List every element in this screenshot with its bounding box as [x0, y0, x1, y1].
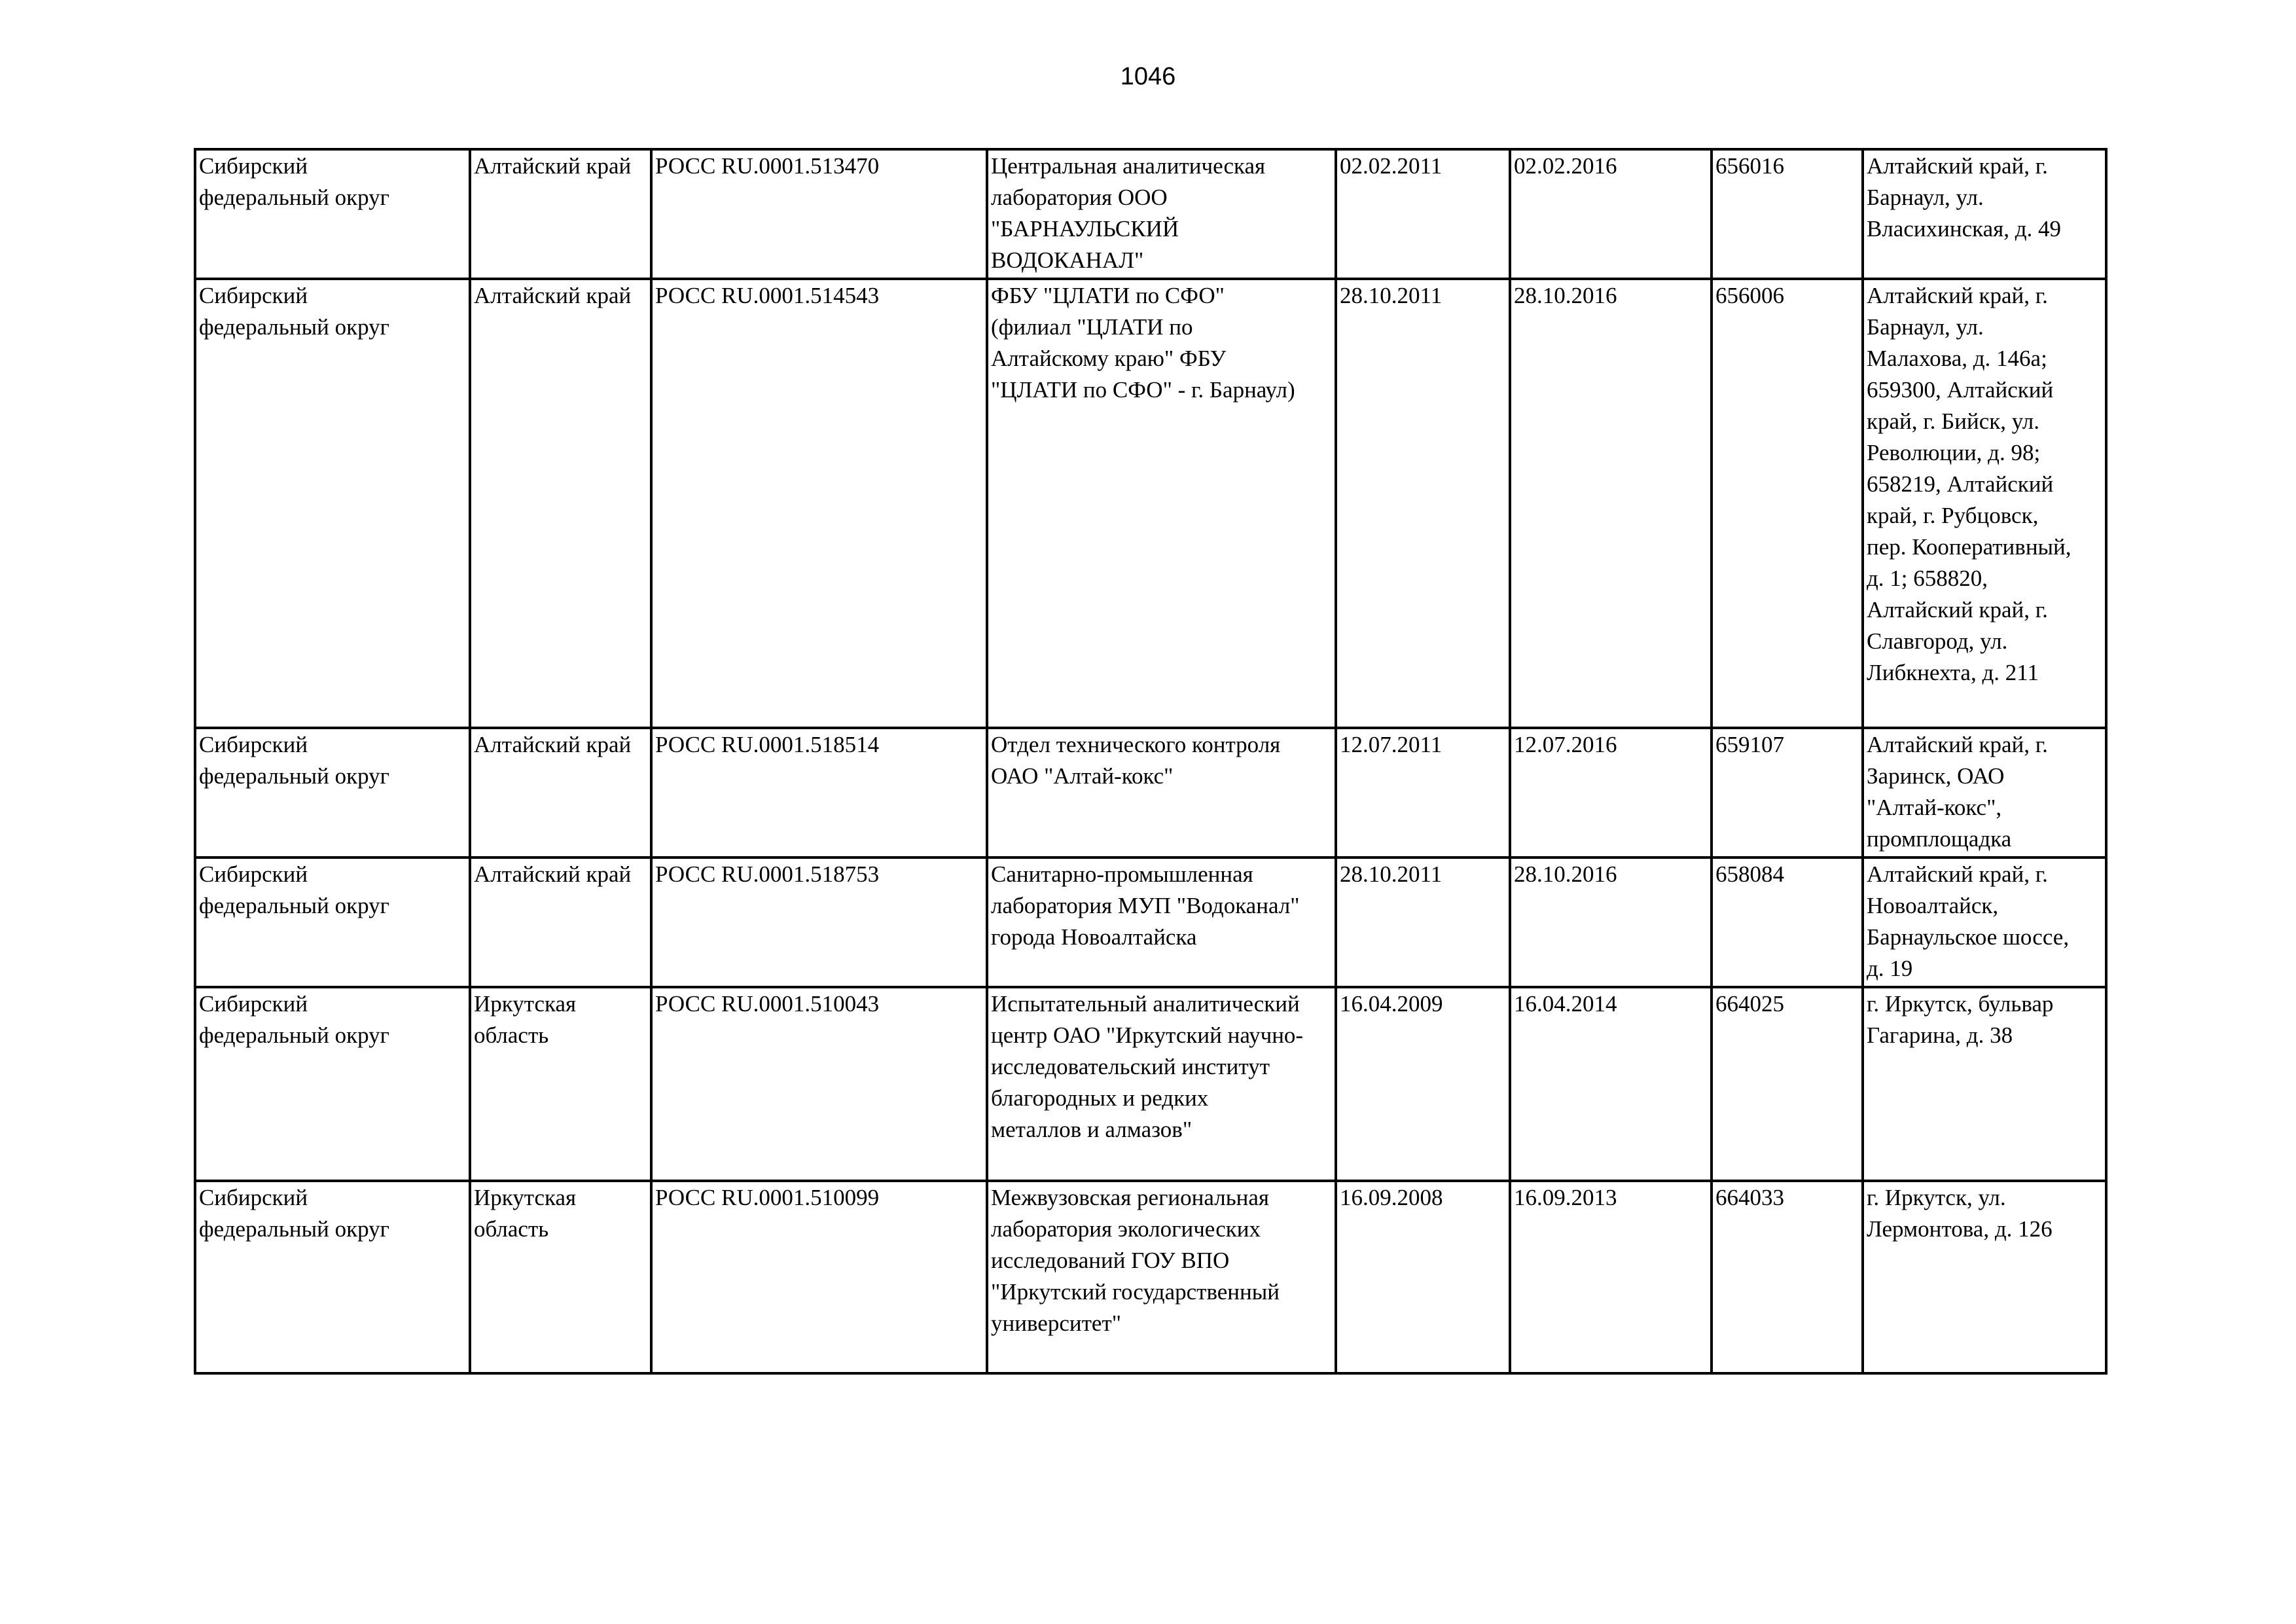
date-to-cell: 16.09.2013 [1510, 1181, 1712, 1373]
organization-cell: Отдел технического контроля ОАО "Алтай-кокс" [987, 728, 1336, 857]
certificate-cell: РОСС RU.0001.518753 [651, 857, 987, 987]
organization-cell: Испытательный аналитический центр ОАО "Иркутский научно- исследовательский институт благородных и редких металлов и алмазов" [987, 987, 1336, 1181]
postal-index-cell: 664033 [1712, 1181, 1863, 1373]
date-to-cell: 16.04.2014 [1510, 987, 1712, 1181]
certificate-cell: РОСС RU.0001.510043 [651, 987, 987, 1181]
certificate-cell: РОСС RU.0001.513470 [651, 149, 987, 279]
region-cell: Алтайский край [470, 857, 651, 987]
address-cell: г. Иркутск, бульвар Гагарина, д. 38 [1863, 987, 2106, 1181]
date-from-cell: 28.10.2011 [1336, 857, 1510, 987]
postal-index-cell: 664025 [1712, 987, 1863, 1181]
certificate-cell: РОСС RU.0001.518514 [651, 728, 987, 857]
table-row [195, 987, 2106, 1181]
district-cell: Сибирский федеральный округ [195, 1181, 470, 1373]
table-row [195, 149, 2106, 279]
date-to-cell: 28.10.2016 [1510, 857, 1712, 987]
date-from-cell: 02.02.2011 [1336, 149, 1510, 279]
table-row [195, 728, 2106, 857]
certificate-cell: РОСС RU.0001.510099 [651, 1181, 987, 1373]
certificate-cell: РОСС RU.0001.514543 [651, 279, 987, 728]
postal-index-cell: 658084 [1712, 857, 1863, 987]
address-cell: Алтайский край, г. Новоалтайск, Барнаульское шоссе, д. 19 [1863, 857, 2106, 987]
postal-index-cell: 656006 [1712, 279, 1863, 728]
organization-cell: Межвузовская региональная лаборатория экологических исследований ГОУ ВПО "Иркутский государственный университет" [987, 1181, 1336, 1373]
date-from-cell: 16.04.2009 [1336, 987, 1510, 1181]
district-cell: Сибирский федеральный округ [195, 149, 470, 279]
address-cell: Алтайский край, г. Барнаул, ул. Власихинская, д. 49 [1863, 149, 2106, 279]
date-to-cell: 02.02.2016 [1510, 149, 1712, 279]
table-row [195, 1181, 2106, 1373]
district-cell: Сибирский федеральный округ [195, 987, 470, 1181]
organization-cell: Центральная аналитическая лаборатория ООО "БАРНАУЛЬСКИЙ ВОДОКАНАЛ" [987, 149, 1336, 279]
laboratory-registry-table [194, 148, 2108, 1375]
table-row [195, 857, 2106, 987]
table-row [195, 279, 2106, 728]
date-from-cell: 28.10.2011 [1336, 279, 1510, 728]
region-cell: Иркутская область [470, 987, 651, 1181]
region-cell: Алтайский край [470, 279, 651, 728]
date-from-cell: 16.09.2008 [1336, 1181, 1510, 1373]
region-cell: Иркутская область [470, 1181, 651, 1373]
organization-cell: ФБУ "ЦЛАТИ по СФО" (филиал "ЦЛАТИ по Алтайскому краю" ФБУ "ЦЛАТИ по СФО" - г. Барнаул) [987, 279, 1336, 728]
postal-index-cell: 659107 [1712, 728, 1863, 857]
postal-index-cell: 656016 [1712, 149, 1863, 279]
district-cell: Сибирский федеральный округ [195, 728, 470, 857]
date-from-cell: 12.07.2011 [1336, 728, 1510, 857]
address-cell: Алтайский край, г. Барнаул, ул. Малахова, д. 146а; 659300, Алтайский край, г. Бийск, ул. Революции, д. 98; 658219, Алтайский край, г. Рубцовск, пер. Кооперативный, д. 1; 658820, Алтайский край, г. Славгород, ул. Либкнехта, д. 211 [1863, 279, 2106, 728]
address-cell: г. Иркутск, ул. Лермонтова, д. 126 [1863, 1181, 2106, 1373]
district-cell: Сибирский федеральный округ [195, 857, 470, 987]
address-cell: Алтайский край, г. Заринск, ОАО "Алтай-кокс", промплощадка [1863, 728, 2106, 857]
region-cell: Алтайский край [470, 149, 651, 279]
district-cell: Сибирский федеральный округ [195, 279, 470, 728]
page-number: 1046 [1120, 63, 1176, 90]
region-cell: Алтайский край [470, 728, 651, 857]
date-to-cell: 28.10.2016 [1510, 279, 1712, 728]
organization-cell: Санитарно-промышленная лаборатория МУП "Водоканал" города Новоалтайска [987, 857, 1336, 987]
date-to-cell: 12.07.2016 [1510, 728, 1712, 857]
